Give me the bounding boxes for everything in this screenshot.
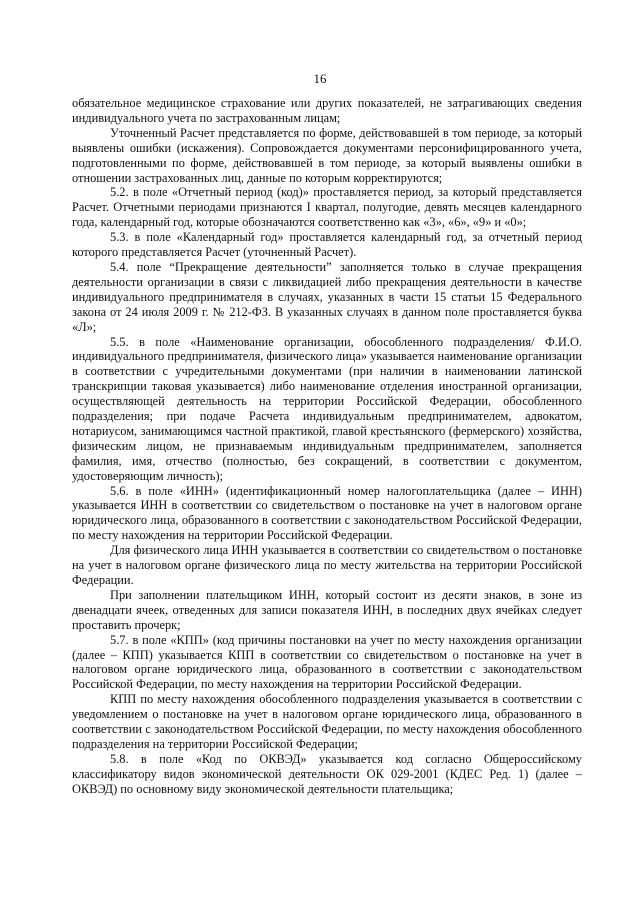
paragraph-5-4: 5.4. поле “Прекращение деятельности” заполняется только в случае прекращения деятельности организации в связи с ликвидацией либо прекращения деятельности в качестве индивидуального предпринимателя в случаях, указанных в части 15 статьи 15 Федерального закона от 24 июля 2009 г. № 212-ФЗ. В указанных случаях в данном поле проставляется буква «Л»; bbox=[72, 259, 582, 334]
paragraph-1: обязательное медицинское страхование или других показателей, не затрагивающих сведения индивидуального учета по застрахованным лицам; bbox=[72, 96, 582, 125]
paragraph-5-5: 5.5. в поле «Наименование организации, обособленного подразделения/ Ф.И.О. индивидуального предпринимателя, физического лица» указывается наименование организации в соответствии с учредительными документами (при наличии в наименовании латинской транскрипции таковая указывается) либо наименование отделения иностранной организации, осуществляющей деятельность на территории Российской Федерации, обособленного подразделения; при подаче Расчета индивидуальным предпринимателем, адвокатом, нотариусом, занимающимся частной практикой, главой крестьянского (фермерского) хозяйства, физическим лицом, не признаваемым индивидуальным предпринимателем, заполняется фамилия, имя, отчество (полностью, без сокращений, в соответствии с документом, удостоверяющим личность); bbox=[72, 334, 582, 483]
page-number: 16 bbox=[313, 71, 327, 86]
paragraph-5-8: 5.8. в поле «Код по ОКВЭД» указывается код согласно Общероссийскому классификатору видов экономической деятельности ОК 029-2001 (КДЕС Ред. 1) (далее – ОКВЭД) по основному виду экономической деятельности плательщика; bbox=[72, 751, 582, 796]
paragraph-5-6: 5.6. в поле «ИНН» (идентификационный номер налогоплательщика (далее – ИНН) указывается ИНН в соответствии со свидетельством о постановке на учет в налоговом органе юридического лица, образованного в соответствии с законодательством Российской Федерации, по месту нахождения на территории Российской Федерации. bbox=[72, 483, 582, 543]
paragraph-5-7: 5.7. в поле «КПП» (код причины постановки на учет по месту нахождения организации (далее – КПП) указывается КПП в соответствии со свидетельством о постановке на учет в налоговом органе юридического лица, образованного в соответствии с законодательством Российской Федерации, по месту нахождения на территории Российской Федерации. bbox=[72, 632, 582, 692]
paragraph-5-2: 5.2. в поле «Отчетный период (код)» проставляется период, за который представляется Расчет. Отчетными периодами признаются I квартал, полугодие, девять месяцев календарного года, календарный год, которые обозначаются соответственно как «3», «6», «9» и «0»; bbox=[72, 185, 582, 230]
paragraph-5-7-subdivision: КПП по месту нахождения обособленного подразделения указывается в соответствии с уведомлением о постановке на учет в налоговом органе юридического лица, образованного в соответствии с законодательством Российской Федерации, по месту нахождения обособленного подразделения на территории Российской Федерации; bbox=[72, 692, 582, 751]
document-text bbox=[72, 96, 582, 797]
paragraph-5-6-individual: Для физического лица ИНН указывается в соответствии со свидетельством о постановке на учет в налоговом органе физического лица по месту жительства на территории Российской Федерации. bbox=[72, 543, 582, 587]
paragraph-2: Уточненный Расчет представляется по форме, действовавшей в том периоде, за который выявлены ошибки (искажения). Сопровождается документами персонифицированного учета, подготовленными по форме, действовавшей в том периоде, за который выявлены ошибки в отношении застрахованных лиц, данные по которым корректируются; bbox=[72, 125, 582, 185]
paragraph-5-3: 5.3. в поле «Календарный год» проставляется календарный год, за отчетный период которого представляется Расчет (уточненный Расчет). bbox=[72, 230, 582, 260]
paragraph-5-6-ten-digit: При заполнении плательщиком ИНН, который состоит из десяти знаков, в зоне из двенадцати ячеек, отведенных для записи показателя ИНН, в последних двух ячейках следует проставить прочерк; bbox=[72, 587, 582, 632]
